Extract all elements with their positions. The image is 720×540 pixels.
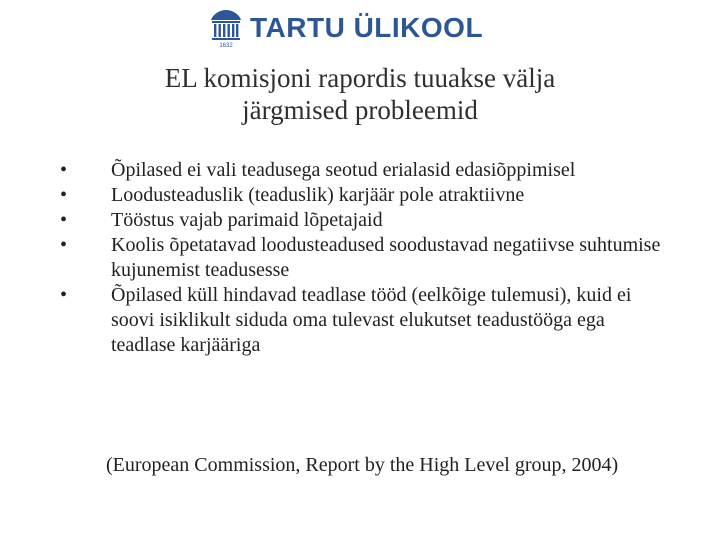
bullet-text: Õpilased küll hindavad teadlase tööd (eelkõige tulemusi), kuid ei soovi isiklikult siduda oma tulevast elukutset teadustööga ega teadlase karjääriga	[111, 284, 632, 356]
bullet-item	[0, 183, 671, 208]
bullet-item	[0, 158, 671, 183]
slide-title-line-2: järgmised probleemid	[242, 95, 478, 125]
bullet-list	[0, 158, 720, 358]
bullet-text: Loodusteaduslik (teaduslik) karjäär pole atraktiivne	[111, 184, 525, 206]
bullet-item	[0, 283, 671, 358]
logo-year: 1632	[219, 43, 233, 48]
bullet-marker: •	[60, 234, 68, 256]
slide-title-line-1: EL komisjoni rapordis tuuakse välja	[164, 63, 556, 93]
slide-title	[60, 62, 660, 126]
citation-text: (European Commission, Report by the High Level group, 2004)	[106, 454, 619, 476]
university-building-icon	[208, 8, 244, 48]
bullet-item	[0, 208, 671, 233]
bullet-marker: •	[60, 284, 68, 306]
bullet-marker: •	[60, 209, 68, 231]
bullet-text: Tööstus vajab parimaid lõpetajaid	[111, 209, 383, 231]
university-logo	[208, 8, 483, 48]
bullet-marker: •	[60, 184, 68, 206]
bullet-text: Koolis õpetatavad loodusteadused soodustavad negatiivse suhtumise kujunemist teadusesse	[111, 234, 661, 281]
bullet-item	[0, 233, 671, 283]
bullet-text: Õpilased ei vali teadusega seotud erialasid edasiõppimisel	[111, 159, 576, 181]
logo-wordmark: TARTU ÜLIKOOL	[250, 12, 484, 43]
bullet-marker: •	[60, 159, 68, 181]
